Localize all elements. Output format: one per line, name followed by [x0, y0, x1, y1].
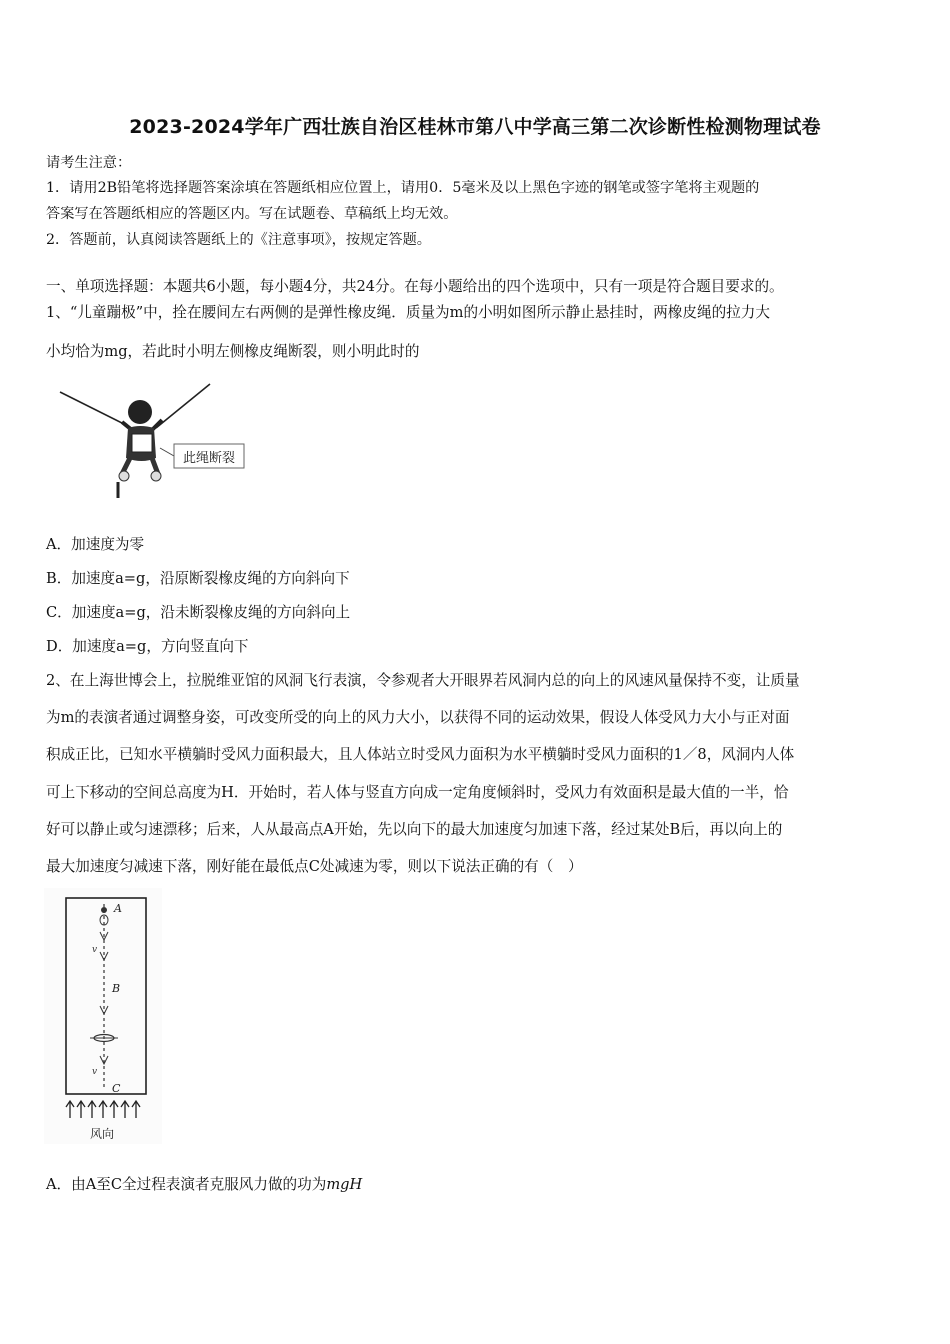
- velocity-label-top: v: [92, 945, 98, 955]
- wind-direction-label: 风向: [89, 1127, 115, 1141]
- question-2-line-6: 最大加速度匀减速下落，刚好能在最低点C处减速为零，则以下说法正确的有（ ）: [46, 858, 583, 875]
- question-2-option-a-text: A．由A至C全过程表演者克服风力做的功为: [46, 1176, 327, 1193]
- question-1-line-2: 小均恰为mg，若此时小明左侧橡皮绳断裂，则小明此时的: [46, 343, 420, 360]
- child-head: [128, 400, 152, 424]
- question-2-line-5: 好可以静止或匀速漂移；后来，人从最高点A开始，先以向下的最大加速度匀加速下落，经过某处B后，再以向上的: [46, 821, 783, 838]
- point-a-label: A: [114, 902, 122, 915]
- question-1-option-b: B．加速度a=g，沿原断裂橡皮绳的方向斜向下: [46, 570, 350, 587]
- left-rope: [60, 392, 128, 426]
- rope-broken-label: 此绳断裂: [182, 451, 236, 466]
- section-1-heading: 一、单项选择题：本题共6小题，每小题4分，共24分。在每小题给出的四个选项中，只有一项是符合题目要求的。: [46, 278, 784, 295]
- right-rope: [156, 384, 210, 428]
- question-1-option-d: D．加速度a=g，方向竖直向下: [46, 638, 249, 655]
- bungee-child-figure: [52, 378, 252, 506]
- question-1-option-a: A．加速度为零: [46, 536, 145, 553]
- notice-heading: 请考生注意：: [46, 155, 132, 171]
- point-c-label: C: [112, 1082, 121, 1095]
- wind-tunnel-figure: [44, 888, 162, 1144]
- question-2-option-a-math: mgH: [326, 1176, 363, 1193]
- question-2-option-a: [46, 1173, 362, 1194]
- notice-item-1-line-2: 答案写在答题纸相应的答题区内。写在试题卷、草稿纸上均无效。: [46, 206, 458, 222]
- notice-item-1-line-1: 1．请用2B铅笔将选择题答案涂填在答题纸相应位置上，请用0．5毫米及以上黑色字迹的钢笔或签字笔将主观题的: [46, 180, 760, 196]
- page-title: 2023-2024学年广西壮族自治区桂林市第八中学高三第二次诊断性检测物理试卷: [129, 116, 821, 138]
- question-2-line-1: 2、在上海世博会上，拉脱维亚馆的风洞飞行表演，令参观者大开眼界若风洞内总的向上的风速风量保持不变，让质量: [46, 672, 800, 689]
- question-2-line-2: 为m的表演者通过调整身姿，可改变所受的向上的风力大小，以获得不同的运动效果，假设人体受风力大小与正对面: [46, 709, 790, 726]
- question-2-line-3: 积成正比，已知水平横躺时受风力面积最大，且人体站立时受风力面积为水平横躺时受风力面积的1／8，风洞内人体: [46, 746, 795, 763]
- notice-item-2: 2．答题前，认真阅读答题纸上的《注意事项》，按规定答题。: [46, 232, 431, 248]
- question-1-line-1: 1、“儿童蹦极”中，拴在腰间左右两侧的是弹性橡皮绳．质量为m的小明如图所示静止悬挂时，两橡皮绳的拉力大: [46, 304, 770, 321]
- point-b-label: B: [112, 982, 121, 995]
- velocity-label-bottom: v: [92, 1067, 98, 1077]
- question-2-line-4: 可上下移动的空间总高度为H．开始时，若人体与竖直方向成一定角度倾斜时，受风力有效面积是最大值的一半，恰: [46, 784, 789, 801]
- question-1-option-c: C．加速度a=g，沿未断裂橡皮绳的方向斜向上: [46, 604, 351, 621]
